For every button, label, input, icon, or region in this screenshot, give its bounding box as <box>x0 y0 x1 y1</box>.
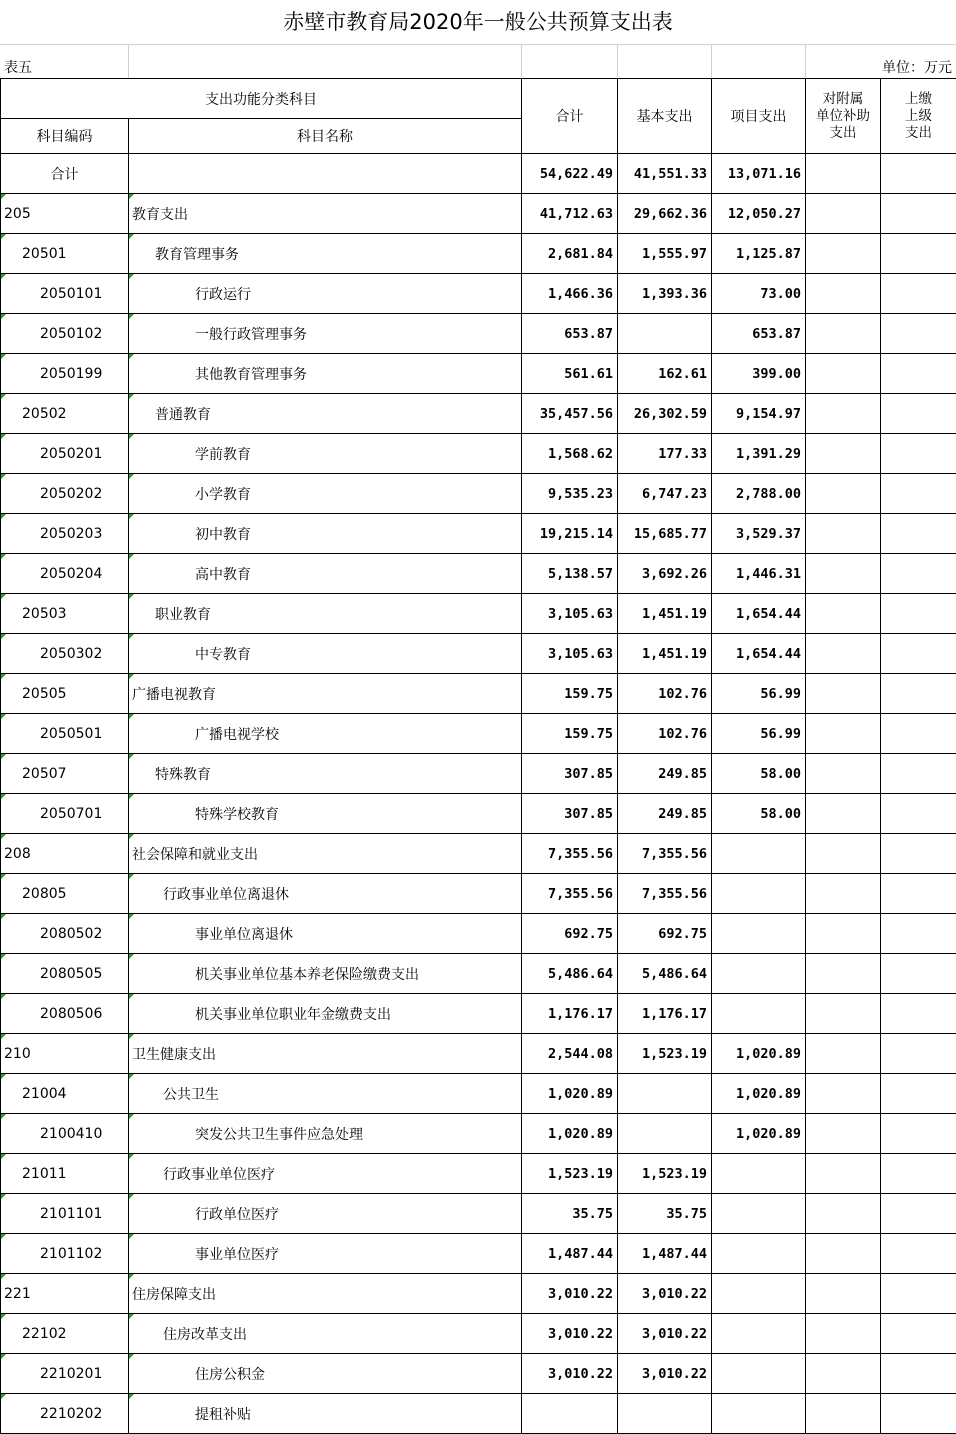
remit-cell <box>881 434 956 474</box>
remit-cell <box>881 234 956 274</box>
project-cell <box>712 874 806 914</box>
basic-cell <box>618 1394 712 1434</box>
project-cell <box>712 1234 806 1274</box>
project-cell: 58.00 <box>712 754 806 794</box>
total-cell: 3,010.22 <box>522 1354 618 1394</box>
table-row <box>1 794 956 834</box>
name-cell: 事业单位离退休 <box>129 914 522 954</box>
name-cell: 行政事业单位医疗 <box>129 1154 522 1194</box>
code-cell: 210 <box>1 1034 129 1074</box>
subsidy-cell <box>806 914 881 954</box>
subsidy-cell <box>806 1274 881 1314</box>
remit-cell <box>881 154 956 194</box>
header-code: 科目编码 <box>1 119 129 154</box>
remit-cell <box>881 954 956 994</box>
remit-cell <box>881 1194 956 1234</box>
project-cell: 1,654.44 <box>712 594 806 634</box>
total-cell: 7,355.56 <box>522 834 618 874</box>
subsidy-cell <box>806 1314 881 1354</box>
basic-cell: 692.75 <box>618 914 712 954</box>
name-cell: 特殊学校教育 <box>129 794 522 834</box>
project-cell: 1,020.89 <box>712 1034 806 1074</box>
basic-cell: 249.85 <box>618 794 712 834</box>
page-title: 赤壁市教育局2020年一般公共预算支出表 <box>0 0 956 45</box>
code-cell: 2050201 <box>1 434 129 474</box>
code-cell: 20805 <box>1 874 129 914</box>
total-cell: 159.75 <box>522 674 618 714</box>
name-cell: 行政单位医疗 <box>129 1194 522 1234</box>
header-project: 项目支出 <box>712 79 806 154</box>
subsidy-cell <box>806 314 881 354</box>
name-cell: 住房保障支出 <box>129 1274 522 1314</box>
remit-cell <box>881 874 956 914</box>
subsidy-cell <box>806 674 881 714</box>
code-cell: 2050302 <box>1 634 129 674</box>
total-cell: 3,010.22 <box>522 1274 618 1314</box>
header-remit: 上缴 上级 支出 <box>881 79 956 154</box>
remit-cell <box>881 634 956 674</box>
name-cell: 小学教育 <box>129 474 522 514</box>
code-cell: 20505 <box>1 674 129 714</box>
table-row <box>1 954 956 994</box>
code-cell: 20501 <box>1 234 129 274</box>
project-cell <box>712 1194 806 1234</box>
table-row <box>1 714 956 754</box>
basic-cell: 1,555.97 <box>618 234 712 274</box>
code-cell: 2050101 <box>1 274 129 314</box>
project-cell: 1,446.31 <box>712 554 806 594</box>
code-cell: 21004 <box>1 1074 129 1114</box>
table-row <box>1 474 956 514</box>
project-cell: 1,020.89 <box>712 1074 806 1114</box>
total-cell: 9,535.23 <box>522 474 618 514</box>
total-cell: 1,523.19 <box>522 1154 618 1194</box>
basic-cell: 29,662.36 <box>618 194 712 234</box>
subsidy-cell <box>806 754 881 794</box>
basic-cell: 26,302.59 <box>618 394 712 434</box>
name-cell: 高中教育 <box>129 554 522 594</box>
total-cell: 1,466.36 <box>522 274 618 314</box>
basic-cell: 3,010.22 <box>618 1354 712 1394</box>
budget-table <box>0 78 956 1434</box>
table-row <box>1 554 956 594</box>
subsidy-cell <box>806 1234 881 1274</box>
total-cell: 35.75 <box>522 1194 618 1234</box>
basic-cell <box>618 314 712 354</box>
subsidy-cell <box>806 1154 881 1194</box>
table-row <box>1 354 956 394</box>
project-cell <box>712 994 806 1034</box>
basic-cell: 1,523.19 <box>618 1034 712 1074</box>
project-cell: 58.00 <box>712 794 806 834</box>
name-cell: 提租补贴 <box>129 1394 522 1434</box>
name-cell: 广播电视学校 <box>129 714 522 754</box>
project-cell: 2,788.00 <box>712 474 806 514</box>
project-cell: 399.00 <box>712 354 806 394</box>
table-number-label: 表五 <box>4 60 32 76</box>
subsidy-cell <box>806 714 881 754</box>
code-cell: 2050501 <box>1 714 129 754</box>
remit-cell <box>881 674 956 714</box>
table-row <box>1 434 956 474</box>
code-cell: 221 <box>1 1274 129 1314</box>
code-cell: 208 <box>1 834 129 874</box>
subheader-cell <box>617 44 712 78</box>
remit-cell <box>881 834 956 874</box>
basic-cell: 3,010.22 <box>618 1314 712 1354</box>
header-total: 合计 <box>522 79 618 154</box>
total-cell: 5,138.57 <box>522 554 618 594</box>
remit-cell <box>881 514 956 554</box>
subheader-cell <box>521 44 618 78</box>
subsidy-cell <box>806 1194 881 1234</box>
subheader-cell <box>711 44 806 78</box>
subsidy-cell <box>806 874 881 914</box>
code-cell: 2080502 <box>1 914 129 954</box>
project-cell: 3,529.37 <box>712 514 806 554</box>
code-cell: 20503 <box>1 594 129 634</box>
basic-cell: 249.85 <box>618 754 712 794</box>
basic-cell: 35.75 <box>618 1194 712 1234</box>
remit-cell <box>881 714 956 754</box>
name-cell: 职业教育 <box>129 594 522 634</box>
name-cell: 初中教育 <box>129 514 522 554</box>
project-cell <box>712 1154 806 1194</box>
name-cell: 普通教育 <box>129 394 522 434</box>
total-cell: 653.87 <box>522 314 618 354</box>
table-row <box>1 874 956 914</box>
project-cell: 56.99 <box>712 674 806 714</box>
name-cell: 卫生健康支出 <box>129 1034 522 1074</box>
project-cell: 12,050.27 <box>712 194 806 234</box>
remit-cell <box>881 1234 956 1274</box>
remit-cell <box>881 994 956 1034</box>
total-cell: 5,486.64 <box>522 954 618 994</box>
name-cell: 其他教育管理事务 <box>129 354 522 394</box>
name-cell: 事业单位医疗 <box>129 1234 522 1274</box>
total-cell: 54,622.49 <box>522 154 618 194</box>
remit-cell <box>881 1314 956 1354</box>
code-cell: 20507 <box>1 754 129 794</box>
remit-cell <box>881 354 956 394</box>
code-cell: 2100410 <box>1 1114 129 1154</box>
total-cell: 1,568.62 <box>522 434 618 474</box>
code-cell: 2050204 <box>1 554 129 594</box>
table-row <box>1 394 956 434</box>
code-cell: 2050203 <box>1 514 129 554</box>
basic-cell <box>618 1074 712 1114</box>
code-cell: 2050102 <box>1 314 129 354</box>
table-row <box>1 234 956 274</box>
subsidy-cell <box>806 554 881 594</box>
name-cell: 特殊教育 <box>129 754 522 794</box>
name-cell: 机关事业单位职业年金缴费支出 <box>129 994 522 1034</box>
total-cell: 3,010.22 <box>522 1314 618 1354</box>
total-cell: 561.61 <box>522 354 618 394</box>
subsidy-cell <box>806 434 881 474</box>
name-cell: 公共卫生 <box>129 1074 522 1114</box>
project-cell: 1,125.87 <box>712 234 806 274</box>
total-cell: 2,681.84 <box>522 234 618 274</box>
total-cell: 7,355.56 <box>522 874 618 914</box>
table-row <box>1 1314 956 1354</box>
basic-cell: 162.61 <box>618 354 712 394</box>
basic-cell <box>618 1114 712 1154</box>
basic-cell: 1,451.19 <box>618 594 712 634</box>
project-cell: 73.00 <box>712 274 806 314</box>
basic-cell: 3,010.22 <box>618 1274 712 1314</box>
remit-cell <box>881 1114 956 1154</box>
basic-cell: 1,451.19 <box>618 634 712 674</box>
header-category-group: 支出功能分类科目 <box>1 79 522 119</box>
subsidy-cell <box>806 954 881 994</box>
remit-cell <box>881 554 956 594</box>
total-cell: 159.75 <box>522 714 618 754</box>
name-cell: 机关事业单位基本养老保险缴费支出 <box>129 954 522 994</box>
name-cell: 学前教育 <box>129 434 522 474</box>
name-cell: 住房改革支出 <box>129 1314 522 1354</box>
basic-cell: 5,486.64 <box>618 954 712 994</box>
remit-cell <box>881 1154 956 1194</box>
project-cell <box>712 914 806 954</box>
name-cell: 行政运行 <box>129 274 522 314</box>
table-row <box>1 314 956 354</box>
table-row <box>1 194 956 234</box>
subsidy-cell <box>806 274 881 314</box>
basic-cell: 1,487.44 <box>618 1234 712 1274</box>
subsidy-cell <box>806 794 881 834</box>
total-cell: 41,712.63 <box>522 194 618 234</box>
header-row <box>1 79 956 119</box>
table-row <box>1 634 956 674</box>
subsidy-cell <box>806 474 881 514</box>
name-cell: 一般行政管理事务 <box>129 314 522 354</box>
table-row <box>1 274 956 314</box>
code-cell: 22102 <box>1 1314 129 1354</box>
header-subsidy: 对附属 单位补助 支出 <box>806 79 881 154</box>
subheader-row <box>0 44 956 78</box>
project-cell: 1,391.29 <box>712 434 806 474</box>
code-cell: 2101101 <box>1 1194 129 1234</box>
basic-cell: 102.76 <box>618 714 712 754</box>
table-row <box>1 834 956 874</box>
name-cell: 突发公共卫生事件应急处理 <box>129 1114 522 1154</box>
remit-cell <box>881 1394 956 1434</box>
subheader-cell <box>128 44 522 78</box>
remit-cell <box>881 1274 956 1314</box>
total-cell: 19,215.14 <box>522 514 618 554</box>
remit-cell <box>881 754 956 794</box>
basic-cell: 1,393.36 <box>618 274 712 314</box>
remit-cell <box>881 394 956 434</box>
code-cell: 2080505 <box>1 954 129 994</box>
code-cell: 2210202 <box>1 1394 129 1434</box>
table-row <box>1 914 956 954</box>
code-cell: 2050202 <box>1 474 129 514</box>
code-cell: 2050701 <box>1 794 129 834</box>
table-row <box>1 1034 956 1074</box>
table-row <box>1 994 956 1034</box>
subsidy-cell <box>806 514 881 554</box>
subsidy-cell <box>806 634 881 674</box>
project-cell <box>712 834 806 874</box>
subsidy-cell <box>806 1074 881 1114</box>
total-cell: 1,020.89 <box>522 1114 618 1154</box>
table-row <box>1 1074 956 1114</box>
total-cell: 2,544.08 <box>522 1034 618 1074</box>
project-cell <box>712 954 806 994</box>
basic-cell: 41,551.33 <box>618 154 712 194</box>
table-row <box>1 1234 956 1274</box>
subsidy-cell <box>806 234 881 274</box>
total-cell: 692.75 <box>522 914 618 954</box>
table-row <box>1 1394 956 1434</box>
remit-cell <box>881 1034 956 1074</box>
remit-cell <box>881 314 956 354</box>
name-cell: 教育支出 <box>129 194 522 234</box>
code-cell: 2080506 <box>1 994 129 1034</box>
unit-label: 单位：万元 <box>882 60 952 76</box>
basic-cell: 177.33 <box>618 434 712 474</box>
project-cell: 653.87 <box>712 314 806 354</box>
basic-cell: 1,176.17 <box>618 994 712 1034</box>
name-cell: 中专教育 <box>129 634 522 674</box>
total-cell: 3,105.63 <box>522 634 618 674</box>
remit-cell <box>881 914 956 954</box>
total-cell: 307.85 <box>522 754 618 794</box>
table-row <box>1 514 956 554</box>
project-cell <box>712 1354 806 1394</box>
project-cell <box>712 1394 806 1434</box>
name-cell: 行政事业单位离退休 <box>129 874 522 914</box>
name-cell: 广播电视教育 <box>129 674 522 714</box>
remit-cell <box>881 794 956 834</box>
code-cell: 2050199 <box>1 354 129 394</box>
remit-cell <box>881 194 956 234</box>
total-cell: 1,020.89 <box>522 1074 618 1114</box>
subsidy-cell <box>806 1114 881 1154</box>
table-row <box>1 1354 956 1394</box>
table-row <box>1 754 956 794</box>
code-cell: 21011 <box>1 1154 129 1194</box>
table-row <box>1 1154 956 1194</box>
project-cell: 1,654.44 <box>712 634 806 674</box>
project-cell <box>712 1274 806 1314</box>
code-cell: 2101102 <box>1 1234 129 1274</box>
table-row <box>1 1274 956 1314</box>
code-cell: 2210201 <box>1 1354 129 1394</box>
basic-cell: 102.76 <box>618 674 712 714</box>
table-row <box>1 1194 956 1234</box>
header-name: 科目名称 <box>129 119 522 154</box>
basic-cell: 15,685.77 <box>618 514 712 554</box>
code-cell: 合计 <box>1 154 129 194</box>
project-cell: 13,071.16 <box>712 154 806 194</box>
total-cell: 35,457.56 <box>522 394 618 434</box>
name-cell: 教育管理事务 <box>129 234 522 274</box>
name-cell <box>129 154 522 194</box>
subsidy-cell <box>806 1034 881 1074</box>
subsidy-cell <box>806 1354 881 1394</box>
remit-cell <box>881 1074 956 1114</box>
remit-cell <box>881 594 956 634</box>
subsidy-cell <box>806 394 881 434</box>
project-cell: 56.99 <box>712 714 806 754</box>
table-row <box>1 154 956 194</box>
subsidy-cell <box>806 594 881 634</box>
project-cell <box>712 1314 806 1354</box>
table-row <box>1 594 956 634</box>
subsidy-cell <box>806 154 881 194</box>
basic-cell: 3,692.26 <box>618 554 712 594</box>
total-cell: 3,105.63 <box>522 594 618 634</box>
remit-cell <box>881 274 956 314</box>
basic-cell: 6,747.23 <box>618 474 712 514</box>
basic-cell: 7,355.56 <box>618 874 712 914</box>
subsidy-cell <box>806 354 881 394</box>
table-row <box>1 674 956 714</box>
code-cell: 205 <box>1 194 129 234</box>
code-cell: 20502 <box>1 394 129 434</box>
name-cell: 社会保障和就业支出 <box>129 834 522 874</box>
subsidy-cell <box>806 1394 881 1434</box>
subsidy-cell <box>806 994 881 1034</box>
basic-cell: 1,523.19 <box>618 1154 712 1194</box>
total-cell: 1,176.17 <box>522 994 618 1034</box>
subsidy-cell <box>806 194 881 234</box>
name-cell: 住房公积金 <box>129 1354 522 1394</box>
remit-cell <box>881 474 956 514</box>
remit-cell <box>881 1354 956 1394</box>
project-cell: 9,154.97 <box>712 394 806 434</box>
total-cell <box>522 1394 618 1434</box>
subsidy-cell <box>806 834 881 874</box>
header-basic: 基本支出 <box>618 79 712 154</box>
total-cell: 307.85 <box>522 794 618 834</box>
project-cell: 1,020.89 <box>712 1114 806 1154</box>
total-cell: 1,487.44 <box>522 1234 618 1274</box>
table-row <box>1 1114 956 1154</box>
basic-cell: 7,355.56 <box>618 834 712 874</box>
